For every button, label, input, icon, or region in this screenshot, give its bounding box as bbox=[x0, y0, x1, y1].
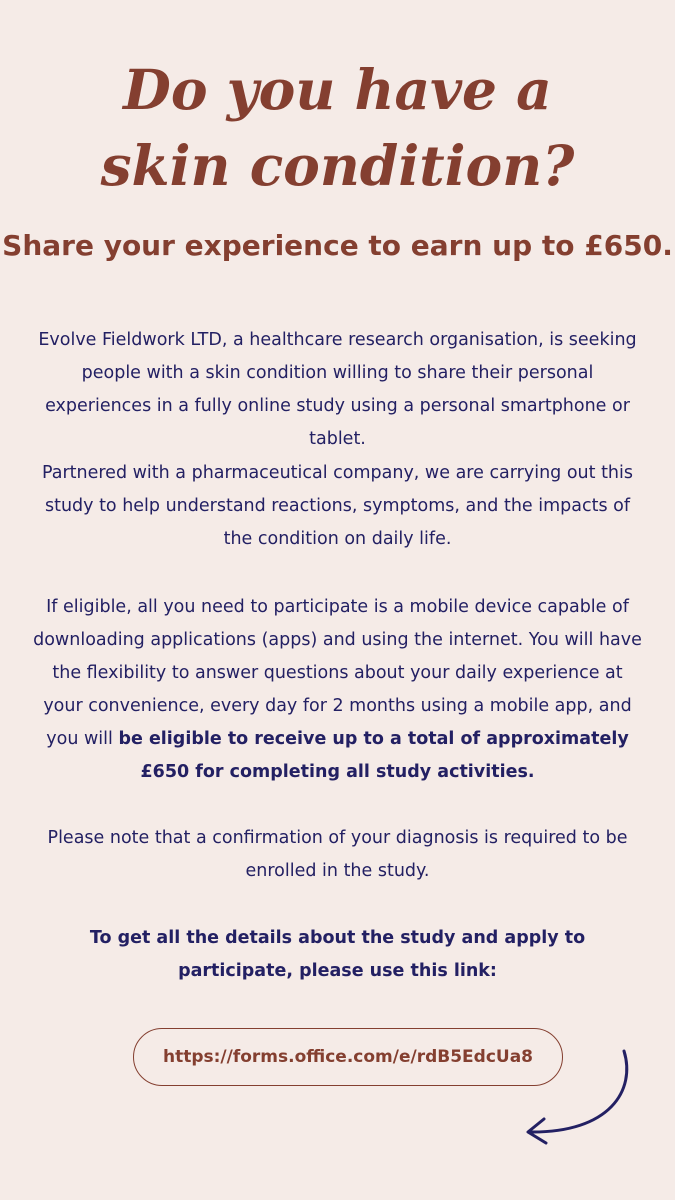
intro-paragraph: Evolve Fieldwork LTD, a healthcare research organisation, is seeking people with a skin condition willing to share their personal experiences in a fully online study using a personal smartphone or tablet. bbox=[38, 330, 637, 449]
cta-text: To get all the details about the study and apply to participate, please use this link: bbox=[89, 928, 586, 981]
curved-arrow-icon bbox=[500, 1035, 650, 1155]
eligibility-paragraph bbox=[30, 591, 645, 789]
headline-line-1: Do you have a bbox=[123, 57, 552, 122]
study-link-text[interactable]: https://forms.office.com/e/rdB5EdcUa8 bbox=[162, 1047, 534, 1067]
eligibility-text: If eligible, all you need to participate is a mobile device capable of downloading applications (apps) and using the internet. You will have the flexibility to answer questions about your daily experience at your convenience, every day for 2 months using a mobile app, and you will bbox=[33, 597, 642, 749]
study-link-button[interactable] bbox=[133, 1028, 563, 1086]
partner-paragraph: Partnered with a pharmaceutical company, we are carrying out this study to help understand reactions, symptoms, and the impacts of the condition on daily life. bbox=[41, 463, 634, 549]
diagnosis-note: Please note that a confirmation of your diagnosis is required to be enrolled in the study. bbox=[47, 828, 628, 881]
eligibility-reward-text: be eligible to receive up to a total of approximately £650 for completing all study activities. bbox=[118, 729, 629, 782]
headline-line-2: skin condition? bbox=[100, 133, 575, 198]
subtitle: Share your experience to earn up to £650. bbox=[2, 229, 673, 262]
